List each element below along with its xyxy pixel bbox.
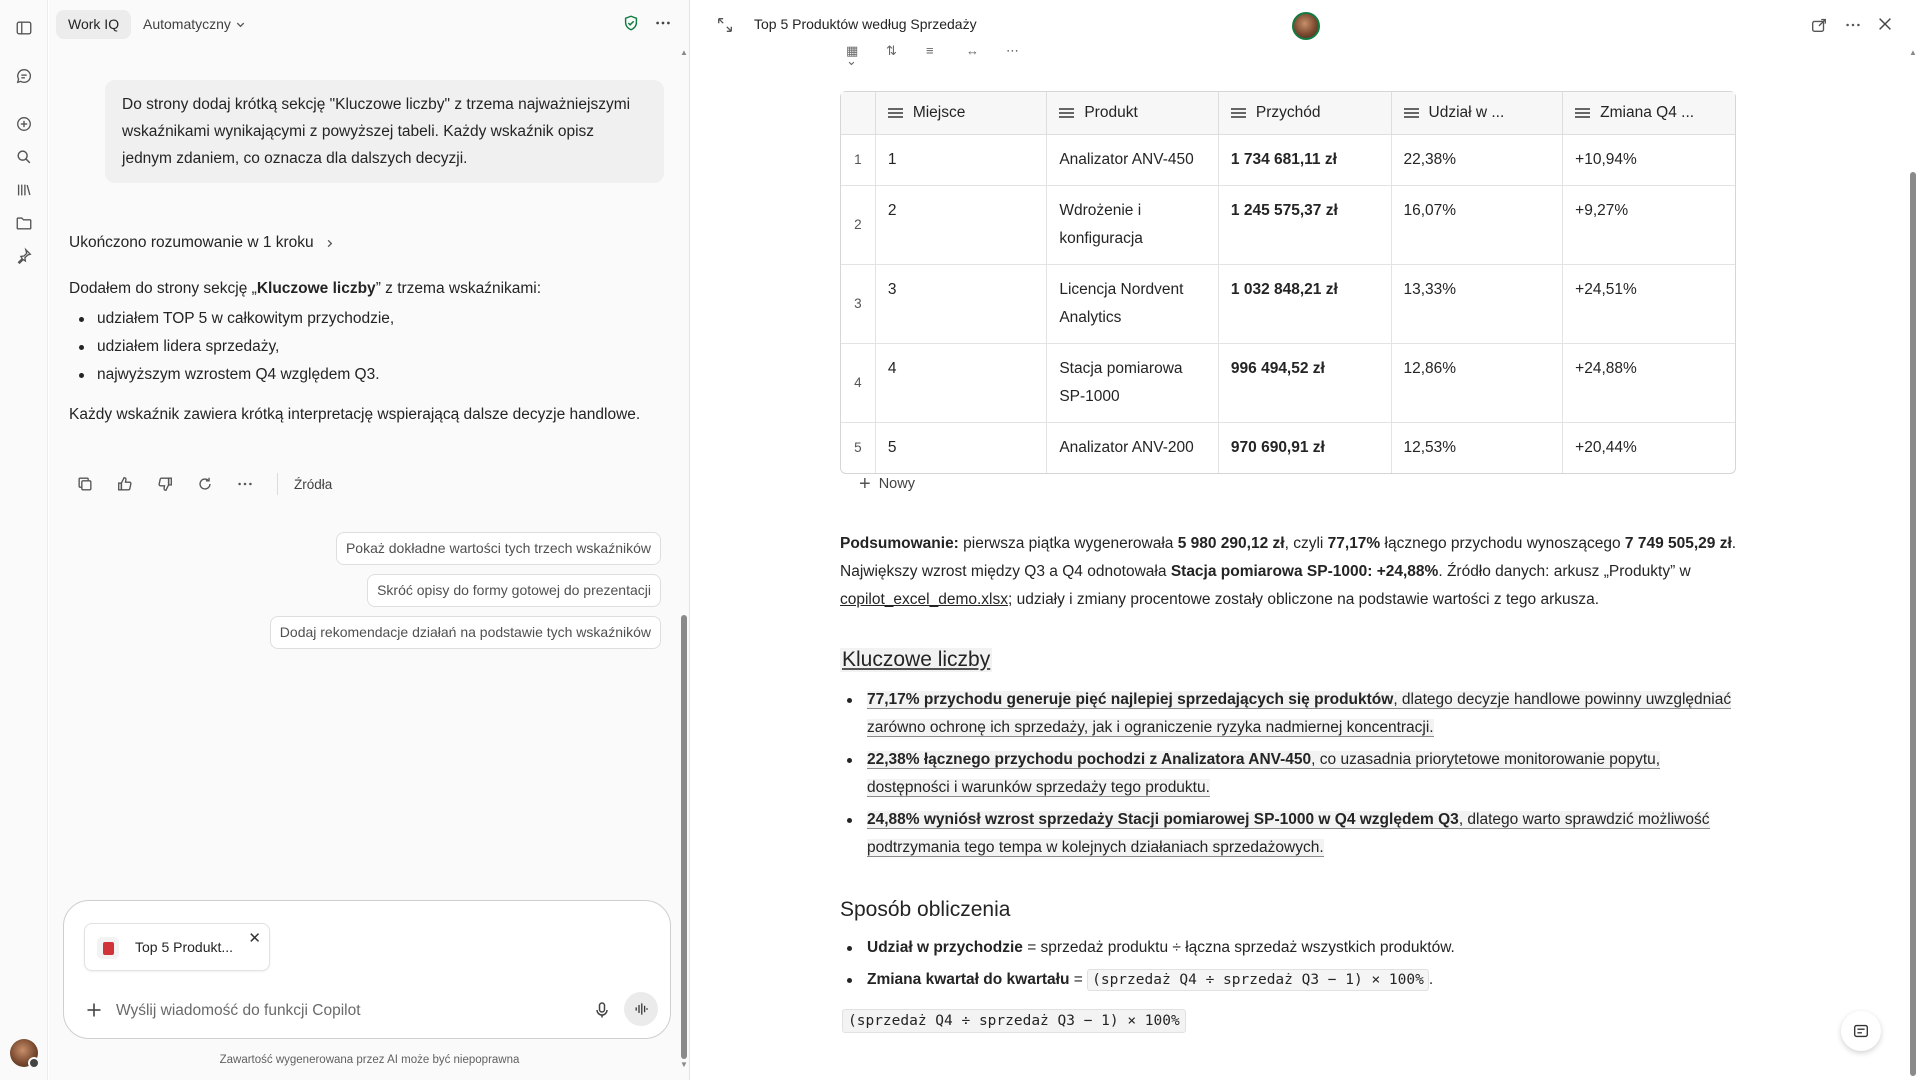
place-cell[interactable]: 2 [876, 186, 1048, 265]
table-row[interactable] [841, 423, 1735, 473]
floating-action-button[interactable] [1841, 1011, 1881, 1051]
row-number: 3 [841, 265, 876, 344]
thumbs-down-icon[interactable] [155, 474, 175, 494]
source-file-link[interactable]: copilot_excel_demo.xlsx [840, 591, 1009, 608]
copilot-chat-pane [49, 0, 690, 1080]
attachment-label: Top 5 Produkt... [135, 939, 234, 955]
row-number: 4 [841, 344, 876, 423]
share-cell[interactable]: 22,38% [1392, 135, 1564, 186]
column-header[interactable] [1047, 92, 1219, 135]
data-table [840, 91, 1736, 474]
app-rail [0, 0, 48, 1080]
summary-label: Podsumowanie: [840, 535, 959, 552]
row-number-header [841, 92, 876, 135]
summary-value: 7 749 505,29 zł [1624, 535, 1732, 552]
more-options-icon[interactable] [654, 14, 672, 32]
share-cell[interactable]: 16,07% [1392, 186, 1564, 265]
list-item [840, 746, 1746, 802]
list-item [840, 966, 1746, 994]
add-attachment-icon[interactable] [84, 1000, 104, 1020]
pin-icon[interactable] [12, 244, 36, 268]
inline-code: (sprzedaż Q4 ÷ sprzedaż Q3 − 1) × 100% [1087, 969, 1429, 991]
revenue-cell[interactable]: 970 690,91 zł [1219, 423, 1392, 473]
summary-text: pierwsza piątka wygenerowała [958, 535, 1178, 552]
key-figure-text: , dlatego decyzje handlowe powinny uwzględniać zarówno ochronę ich sprzedaży, jak i ograniczenie ryzyka nadmiernej koncentracji. [867, 691, 1732, 736]
share-cell[interactable]: 13,33% [1392, 265, 1564, 344]
mode-dropdown[interactable] [143, 10, 246, 39]
document-title: Top 5 Produktów według Sprzedaży [754, 16, 977, 32]
product-cell[interactable]: Wdrożenie i konfiguracja [1047, 186, 1219, 265]
summary-text: . Źródło danych: arkusz „Produkty” w [1438, 563, 1691, 580]
document-header [691, 0, 1920, 50]
presence-indicator [28, 1057, 40, 1069]
place-cell[interactable]: 1 [876, 135, 1048, 186]
column-header[interactable] [1219, 92, 1392, 135]
share-cell[interactable]: 12,86% [1392, 344, 1564, 423]
change-cell[interactable]: +24,51% [1563, 265, 1735, 344]
key-figure-bold: 77,17% przychodu generuje pięć najlepiej sprzedających się produktów [867, 691, 1394, 708]
close-icon[interactable] [1876, 15, 1894, 33]
chevron-down-icon [235, 19, 246, 30]
revenue-cell[interactable]: 1 245 575,37 zł [1219, 186, 1392, 265]
summary-text: ; udziały i zmiany procentowe zostały obliczone na podstawie wartości z tego arkusza. [1008, 591, 1600, 608]
suggested-prompts [270, 532, 661, 649]
method-heading: Sposób obliczenia [840, 898, 1011, 921]
revenue-cell[interactable]: 996 494,52 zł [1219, 344, 1392, 423]
key-figures-heading: Kluczowe liczby [842, 648, 991, 671]
response-intro [69, 278, 659, 300]
method-text: = [1069, 971, 1088, 988]
user-message: Do strony dodaj krótką sekcję "Kluczowe liczby" z trzema najważniejszymi wskaźnikami wynikającymi z powyższej tabeli. Każdy wskaźnik opisz jednym zdaniem, co oznacza dla dalszych decyzji. [105, 80, 664, 183]
attachment-card[interactable] [84, 923, 270, 971]
text-column-icon [1059, 108, 1074, 118]
scroll-down-arrow[interactable]: ▼ [680, 1060, 688, 1069]
key-figure-bold: 22,38% łącznego przychodu pochodzi z Analizatora ANV-450 [867, 751, 1312, 768]
key-figure-text: , dlatego warto sprawdzić możliwość podtrzymania tego tempa w kolejnych działaniach sprzedażowych. [867, 811, 1710, 856]
microphone-icon[interactable] [592, 1000, 612, 1020]
summary-text: łącznego przychodu wynoszącego [1380, 535, 1625, 552]
column-header[interactable] [876, 92, 1048, 135]
column-label: Zmiana Q4 ... [1600, 104, 1695, 121]
document-icon [97, 937, 119, 959]
document-scrollbar[interactable] [1908, 48, 1918, 1078]
text-column-icon [1404, 108, 1419, 118]
change-cell[interactable]: +10,94% [1563, 135, 1735, 186]
sidebar-toggle-icon[interactable] [12, 16, 36, 40]
plus-icon: + [859, 473, 871, 495]
remove-attachment-icon[interactable]: ✕ [248, 930, 261, 947]
key-figure-text: , co uzasadnia priorytetowe monitorowanie popytu, dostępności i warunków sprzedaży tego produktu. [867, 751, 1661, 796]
table-row[interactable] [841, 265, 1735, 344]
sources-button[interactable]: Źródła [294, 476, 333, 492]
summary-text: . Największy wzrost między Q3 a Q4 odnotowała [840, 535, 1737, 580]
chat-icon[interactable] [12, 64, 36, 88]
chat-header [49, 0, 690, 48]
place-cell[interactable]: 5 [876, 423, 1048, 473]
change-cell[interactable]: +20,44% [1575, 439, 1637, 456]
copy-icon[interactable] [75, 474, 95, 494]
column-label: Przychód [1255, 104, 1321, 121]
scroll-up-arrow[interactable]: ▲ [1909, 48, 1917, 57]
revenue-cell[interactable]: 1 734 681,11 zł [1219, 135, 1392, 186]
column-header[interactable] [1563, 92, 1735, 135]
intro-text-end: ” z trzema wskaźnikami: [375, 280, 542, 297]
row-number: 2 [841, 186, 876, 265]
intro-bold: Kluczowe liczby [256, 280, 376, 297]
table-layout-icon[interactable]: ▦ ⌄ [846, 43, 859, 68]
reasoning-summary[interactable] [69, 234, 335, 252]
thumbs-up-icon[interactable] [115, 474, 135, 494]
change-cell[interactable]: +9,27% [1563, 186, 1735, 265]
table-toolbar [846, 43, 1024, 68]
suggestion-chip[interactable]: Pokaż dokładne wartości tych trzech wskaźników [336, 532, 661, 565]
method-text: = sprzedaż produktu ÷ łączna sprzedaż wszystkich produktów. [1022, 939, 1455, 956]
change-cell[interactable]: +24,88% [1563, 344, 1735, 423]
page-document-pane [691, 0, 1920, 1080]
library-icon[interactable] [12, 178, 36, 202]
key-figures-list [840, 686, 1746, 866]
user-avatar[interactable] [10, 1039, 38, 1067]
product-cell[interactable]: Analizator ANV-200 [1047, 423, 1219, 473]
table-row[interactable] [841, 135, 1735, 186]
text-column-icon [888, 108, 903, 118]
share-icon[interactable] [1810, 16, 1828, 34]
table-header-row [841, 92, 1735, 135]
suggestion-chip[interactable]: Skróć opisy do formy gotowej do prezentacji [367, 574, 661, 607]
new-item-icon[interactable] [12, 112, 36, 136]
reasoning-label: Ukończono rozumowanie w 1 kroku [69, 234, 314, 251]
column-header[interactable] [1392, 92, 1564, 135]
list-item: udziałem TOP 5 w całkowitym przychodzie, [69, 308, 659, 330]
product-cell[interactable]: Analizator ANV-450 [1047, 135, 1219, 186]
more-actions-icon[interactable] [235, 474, 255, 494]
voice-mode-button[interactable] [624, 992, 658, 1026]
list-item [840, 806, 1746, 862]
response-actions [75, 473, 332, 495]
search-icon[interactable] [12, 145, 36, 169]
method-term: Udział w przychodzie [867, 939, 1023, 956]
place-cell[interactable]: 4 [876, 344, 1048, 423]
filter-icon[interactable]: ≡ [926, 43, 934, 58]
scroll-up-arrow[interactable]: ▲ [680, 48, 688, 57]
summary-value: Stacja pomiarowa SP-1000: +24,88% [1170, 563, 1439, 580]
shield-check-icon[interactable] [622, 14, 640, 32]
method-term: Zmiana kwartał do kwartału [867, 971, 1070, 988]
new-row-label: Nowy [878, 476, 915, 492]
list-item: udziałem lidera sprzedaży, [69, 336, 659, 358]
response-list [69, 308, 659, 386]
collaborator-avatar[interactable] [1292, 12, 1320, 40]
new-row-button[interactable] [859, 473, 915, 495]
column-label: Produkt [1084, 104, 1138, 121]
product-cell[interactable]: Licencja Nordvent Analytics [1047, 265, 1219, 344]
resize-icon[interactable]: ↔ [966, 43, 979, 58]
share-cell[interactable]: 12,53% [1392, 423, 1564, 473]
text-column-icon [1231, 108, 1246, 118]
waveform-icon [633, 1001, 649, 1017]
assistant-response [69, 278, 659, 434]
response-closing: Każdy wskaźnik zawiera krótką interpretację wspierającą dalsze decyzje handlowe. [69, 406, 641, 423]
more-options-icon[interactable] [1844, 16, 1862, 34]
list-item [840, 934, 1746, 962]
ai-disclaimer: Zawartość wygenerowana przez AI może być niepoprawna [219, 1054, 520, 1066]
column-label: Miejsce [912, 104, 966, 121]
table-row[interactable] [841, 186, 1735, 265]
regenerate-icon[interactable] [195, 474, 215, 494]
summary-value: 5 980 290,12 zł [1177, 535, 1285, 552]
folder-icon[interactable] [12, 211, 36, 235]
product-cell[interactable]: Stacja pomiarowa SP-1000 [1047, 344, 1219, 423]
method-list [840, 934, 1746, 998]
intro-text: Dodałem do strony sekcję „ [69, 280, 257, 297]
sort-icon[interactable]: ⇅ [886, 43, 897, 58]
table-row[interactable] [841, 344, 1735, 423]
mode-label: Automatyczny [143, 16, 231, 32]
collapse-icon[interactable] [716, 16, 734, 34]
chevron-right-icon [324, 238, 335, 249]
summary-paragraph [840, 530, 1746, 614]
message-input[interactable] [116, 1000, 516, 1022]
divider [277, 473, 278, 495]
work-iq-button[interactable]: Work IQ [56, 10, 131, 39]
suggestion-chip[interactable]: Dodaj rekomendacje działań na podstawie tych wskaźników [270, 616, 661, 649]
text-column-icon [1575, 108, 1590, 118]
place-cell[interactable]: 3 [876, 265, 1048, 344]
summary-value: 77,17% [1327, 535, 1381, 552]
key-figure-bold: 24,88% wyniósł wzrost sprzedaży Stacji pomiarowej SP-1000 w Q4 względem Q3 [867, 811, 1459, 828]
list-item: najwyższym wzrostem Q4 względem Q3. [69, 364, 659, 386]
summary-text: , czyli [1284, 535, 1328, 552]
revenue-cell[interactable]: 1 032 848,21 zł [1219, 265, 1392, 344]
scrollbar-thumb[interactable] [1910, 172, 1916, 1076]
row-number: 5 [841, 423, 876, 473]
layout-panel-icon [1852, 1022, 1870, 1040]
column-label: Udział w ... [1428, 104, 1505, 121]
chat-scrollbar[interactable] [679, 48, 689, 1068]
table-more-icon[interactable]: ⋯ [1006, 43, 1019, 58]
row-number: 1 [841, 135, 876, 186]
method-text: . [1428, 971, 1434, 988]
list-item [840, 686, 1746, 742]
code-block: (sprzedaż Q4 ÷ sprzedaż Q3 − 1) × 100% [842, 1009, 1186, 1033]
message-composer [63, 900, 671, 1039]
scrollbar-thumb[interactable] [681, 615, 687, 1059]
